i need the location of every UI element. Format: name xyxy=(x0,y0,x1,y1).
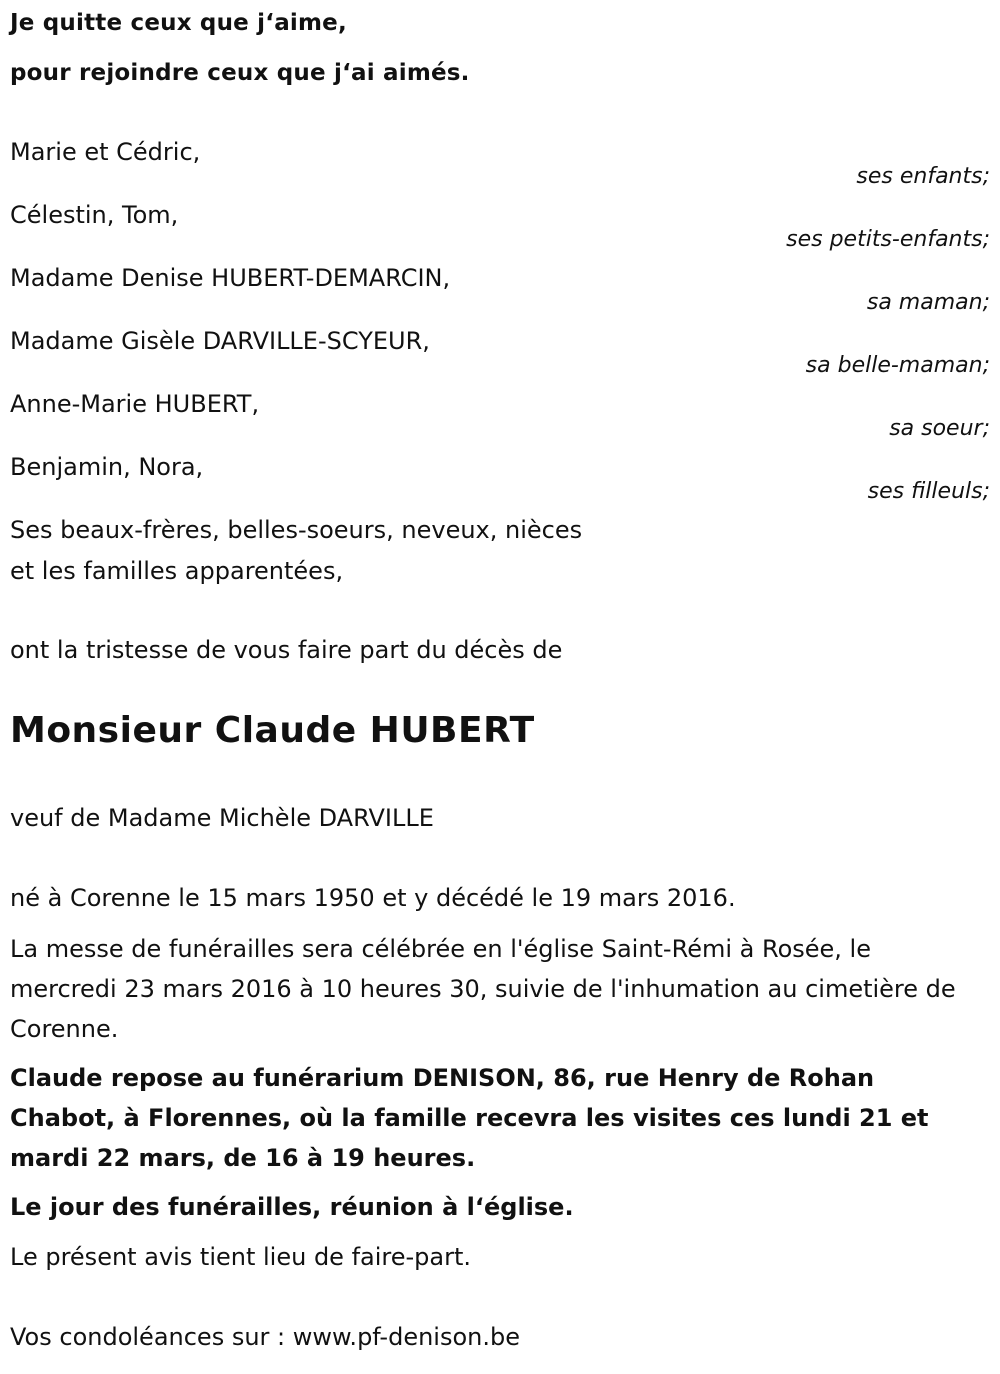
family-names-children: Marie et Cédric, xyxy=(10,138,201,166)
epigraph-line-1: Je quitte ceux que j‘aime, xyxy=(10,10,347,36)
family-relation-mother: sa maman; xyxy=(866,290,990,315)
extended-family-line-2: et les familles apparentées, xyxy=(10,557,344,585)
family-relation-children: ses enfants; xyxy=(856,164,990,189)
epigraph-line-2: pour rejoindre ceux que j‘ai aimés. xyxy=(10,60,470,86)
family-names-sister: Anne-Marie HUBERT, xyxy=(10,390,260,418)
family-relation-godchildren: ses filleuls; xyxy=(867,479,990,504)
extended-family-line-1: Ses beaux-frères, belles-soeurs, neveux, nièces xyxy=(10,516,583,544)
announcement-text: ont la tristesse de vous faire part du décès de xyxy=(10,636,563,664)
family-names-mother: Madame Denise HUBERT-DEMARCIN, xyxy=(10,264,451,292)
notice-text: Le présent avis tient lieu de faire-part. xyxy=(10,1243,472,1271)
birth-death-dates: né à Corenne le 15 mars 1950 et y décédé le 19 mars 2016. xyxy=(10,884,736,912)
family-relation-sister: sa soeur; xyxy=(889,416,990,441)
widower-of: veuf de Madame Michèle DARVILLE xyxy=(10,804,434,832)
family-names-mother-in-law: Madame Gisèle DARVILLE-SCYEUR, xyxy=(10,327,430,355)
family-relation-grandchildren: ses petits-enfants; xyxy=(786,227,990,252)
condolences-text: Vos condoléances sur : www.pf-denison.be xyxy=(10,1323,520,1351)
meeting-details: Le jour des funérailles, réunion à l‘église. xyxy=(10,1193,574,1221)
family-names-godchildren: Benjamin, Nora, xyxy=(10,453,204,481)
deceased-name: Monsieur Claude HUBERT xyxy=(10,710,535,751)
family-relation-mother-in-law: sa belle-maman; xyxy=(805,353,990,378)
family-names-grandchildren: Célestin, Tom, xyxy=(10,201,179,229)
funeral-mass-details: La messe de funérailles sera célébrée en l'église Saint-Rémi à Rosée, le mercredi 23 mars 2016 à 10 heures 30, suivie de l'inhumation au cimetière de Corenne. xyxy=(10,935,956,1043)
visitation-details: Claude repose au funérarium DENISON, 86, rue Henry de Rohan Chabot, à Florennes, où la famille recevra les visites ces lundi 21 et mardi 22 mars, de 16 à 19 heures. xyxy=(10,1064,929,1172)
